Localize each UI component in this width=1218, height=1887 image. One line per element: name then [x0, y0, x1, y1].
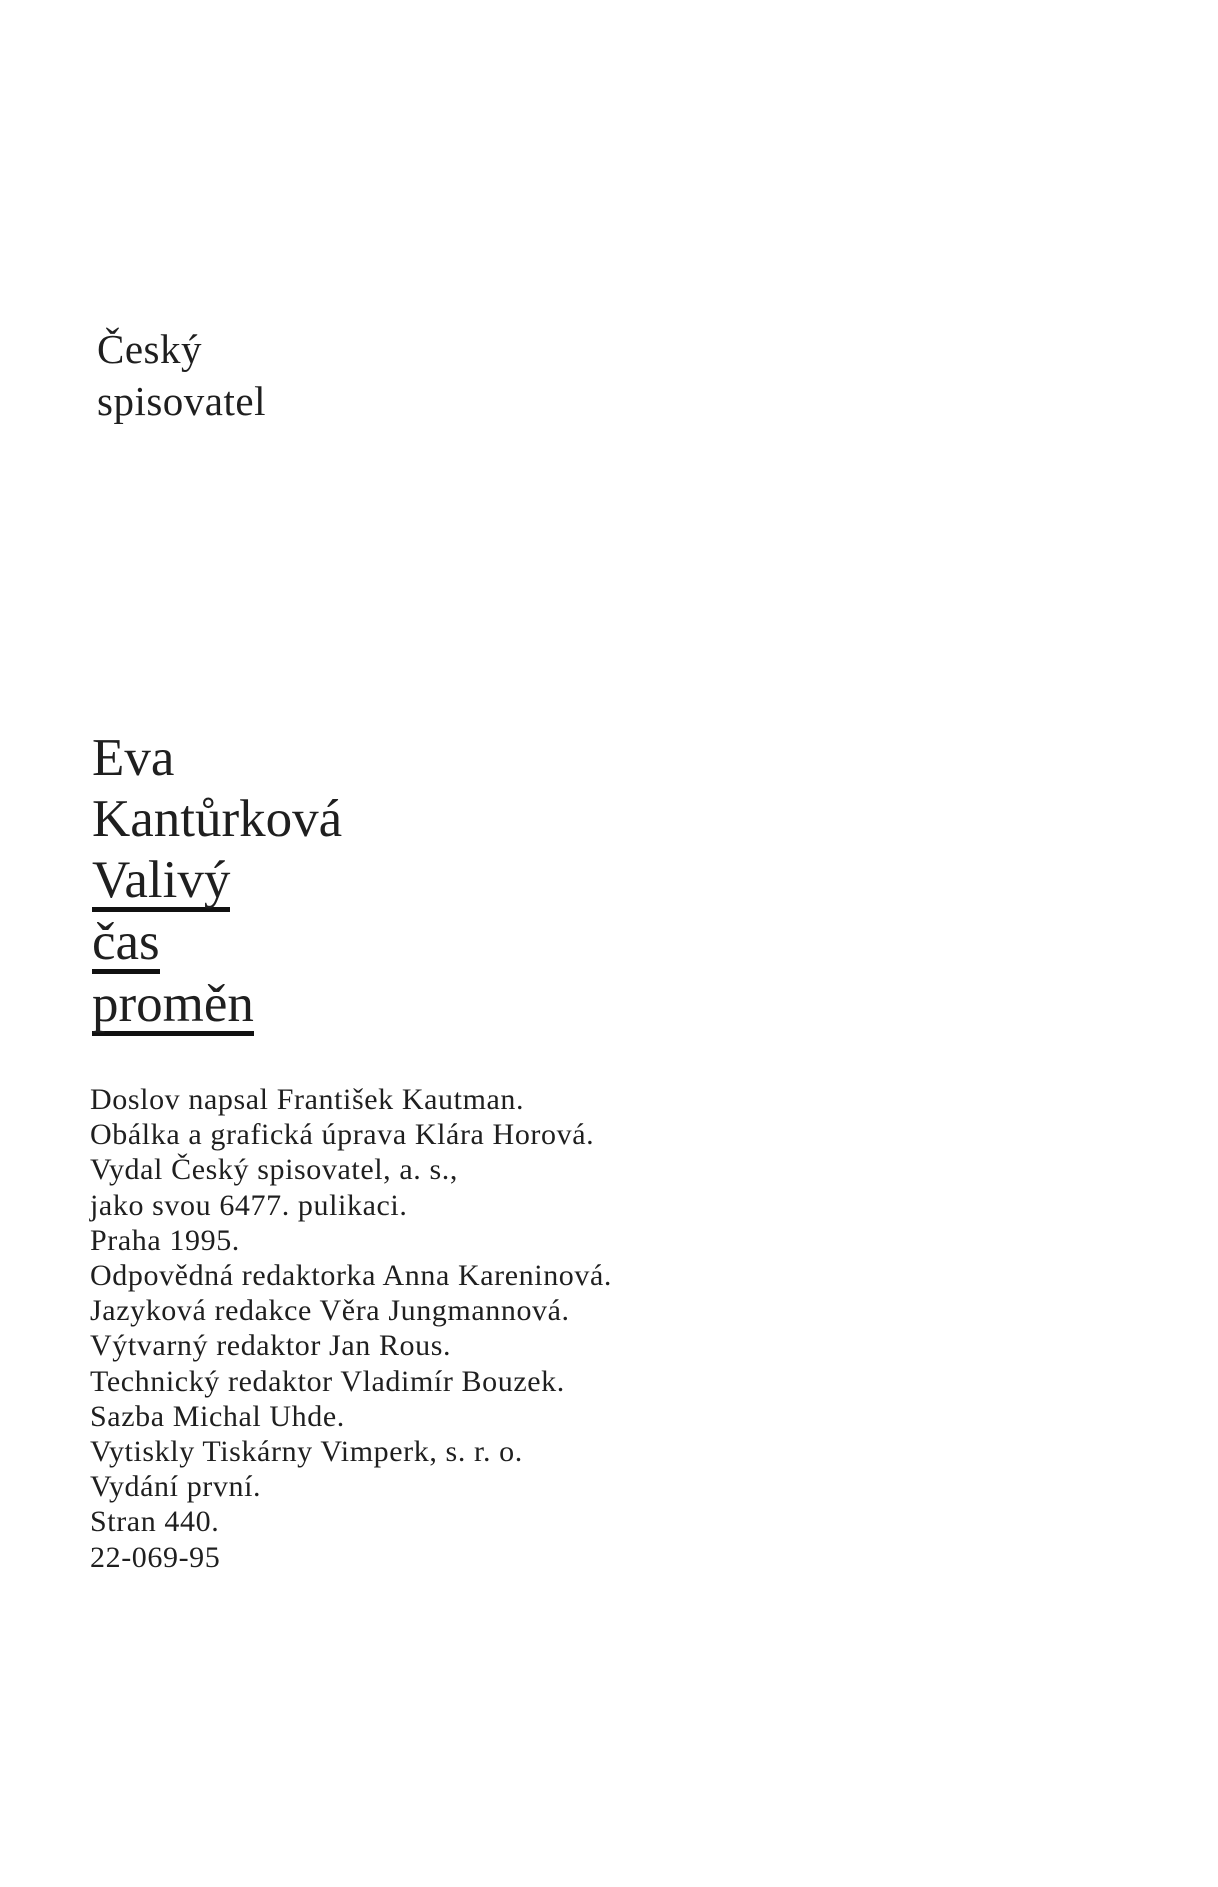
colophon-line: 22-069-95: [90, 1540, 221, 1574]
title-block: [92, 728, 342, 1036]
colophon-line: Doslov napsal František Kautman.: [90, 1083, 525, 1116]
colophon-line: Vydal Český spisovatel, a. s.,: [90, 1153, 458, 1187]
book-title-line-3: proměn: [92, 978, 254, 1036]
colophon-line: Technický redaktor Vladimír Bouzek.: [90, 1364, 565, 1398]
author-first-name: Eva: [92, 729, 175, 787]
colophon-line: Vydání první.: [90, 1470, 262, 1504]
author-last-name: Kantůrková: [92, 790, 343, 848]
colophon-line: Praha 1995.: [90, 1223, 240, 1257]
colophon-line: Jazyková redakce Věra Jungmannová.: [90, 1294, 570, 1328]
colophon-line: Stran 440.: [90, 1505, 220, 1539]
publisher-line-1: Český: [97, 326, 202, 372]
colophon-line: jako svou 6477. pulikaci.: [90, 1188, 408, 1222]
book-title-line-2: čas: [92, 916, 160, 974]
publisher-line-2: spisovatel: [97, 378, 266, 424]
colophon-line: Výtvarný redaktor Jan Rous.: [90, 1329, 452, 1363]
colophon-line: Odpovědná redaktorka Anna Kareninová.: [90, 1259, 613, 1293]
book-title-line-1: Valivý: [92, 854, 230, 912]
colophon-line: Vytiskly Tiskárny Vimperk, s. r. o.: [90, 1435, 523, 1469]
colophon: [90, 1082, 612, 1575]
colophon-line: Obálka a grafická úprava Klára Horová.: [90, 1118, 595, 1152]
colophon-line: Sazba Michal Uhde.: [90, 1399, 345, 1433]
publisher-name: [97, 323, 266, 427]
